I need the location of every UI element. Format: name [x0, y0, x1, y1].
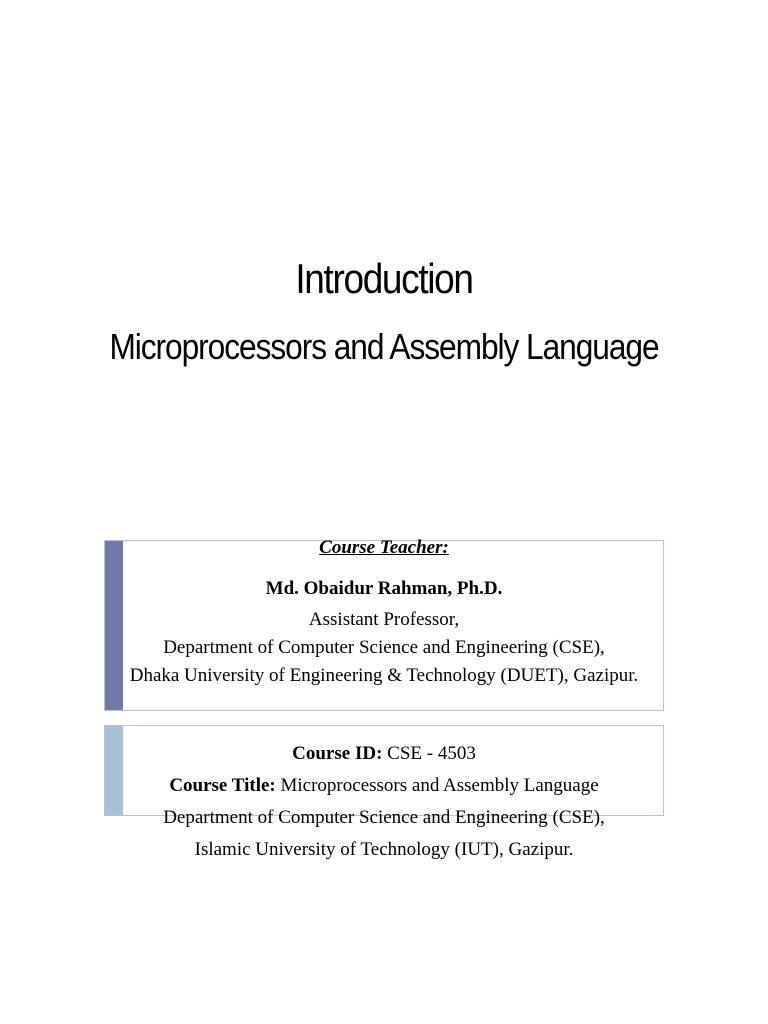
teacher-position: Assistant Professor, [308, 609, 460, 630]
teacher-university: Dhaka University of Engineering & Technology (DUET), Gazipur. [129, 665, 639, 686]
slide-title: Introduction [295, 255, 473, 302]
teacher-info [0, 532, 768, 690]
course-teacher-heading: Course Teacher: [319, 537, 449, 558]
course-id-value: CSE - 4503 [387, 743, 476, 764]
course-id-label: Course ID: [292, 743, 383, 764]
teacher-name: Md. Obaidur Rahman, Ph.D. [265, 578, 503, 599]
course-university: Islamic University of Technology (IUT), Gazipur. [194, 839, 574, 860]
course-department: Department of Computer Science and Engineering (CSE), [163, 807, 605, 828]
course-title-value: Microprocessors and Assembly Language [280, 775, 599, 796]
course-title-line [0, 770, 768, 802]
course-id-line [0, 738, 768, 770]
course-title-label: Course Title: [169, 775, 276, 796]
slide-subtitle: Microprocessors and Assembly Language [109, 326, 659, 367]
teacher-department: Department of Computer Science and Engineering (CSE), [163, 637, 605, 658]
course-info [0, 738, 768, 866]
